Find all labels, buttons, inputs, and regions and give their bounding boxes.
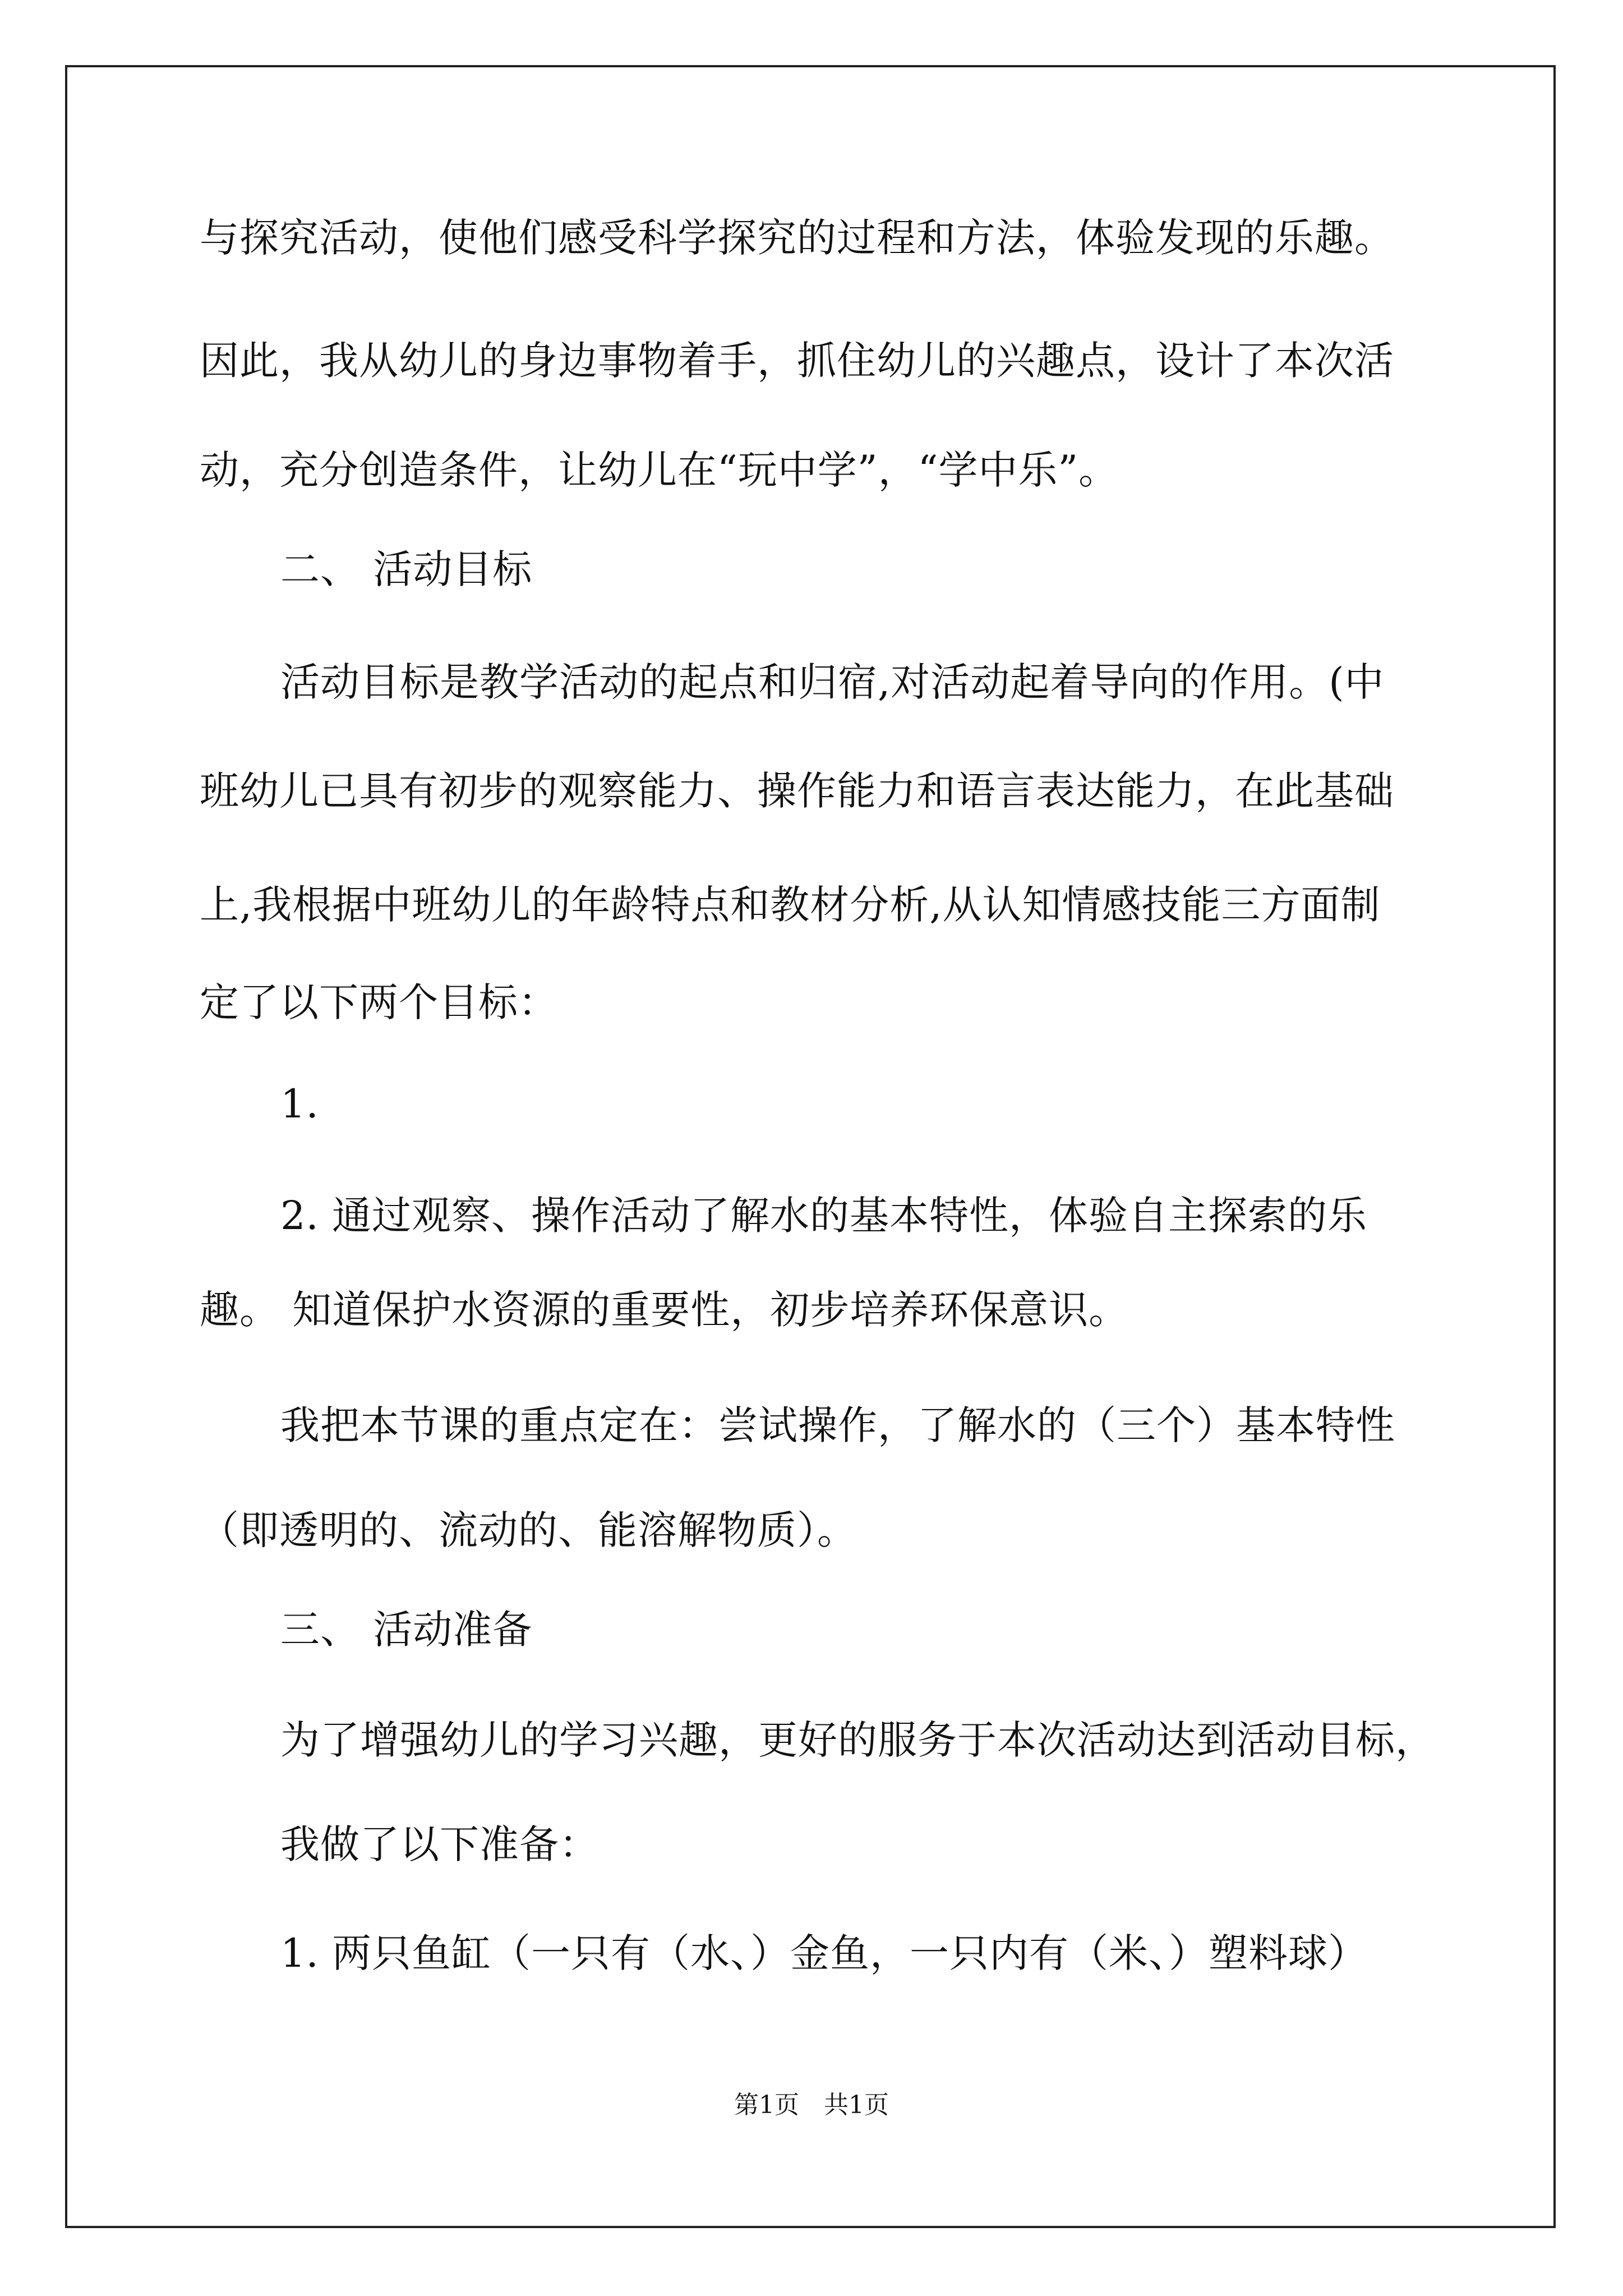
text-line: 定了以下两个目标：	[200, 979, 558, 1025]
section-heading: 三、 活动准备	[280, 1607, 533, 1653]
text-line: 动，充分创造条件，让幼儿在“玩中学”，“学中乐”。	[200, 447, 1119, 493]
list-item: 2. 通过观察、操作活动了解水的基本特性，体验自主探索的乐	[280, 1193, 1368, 1239]
text-line: 趣。 知道保护水资源的重要性，初步培养环保意识。	[200, 1287, 1129, 1333]
text-line: 因此，我从幼儿的身边事物着手，抓住幼儿的兴趣点，设计了本次活	[200, 338, 1394, 384]
list-item: 1.	[280, 1081, 319, 1127]
text-line: 为了增强幼儿的学习兴趣，更好的服务于本次活动达到活动目标，	[280, 1717, 1435, 1763]
text-line: （即透明的、流动的、能溶解物质）。	[200, 1507, 857, 1553]
text-line: 上,我根据中班幼儿的年龄特点和教材分析,从认知情感技能三方面制	[200, 882, 1381, 928]
page-border	[65, 65, 1556, 2228]
section-heading: 二、 活动目标	[280, 546, 533, 592]
list-item: 1. 两只鱼缸（一只有（水、）金鱼，一只内有（米、）塑料球）	[280, 1930, 1368, 1976]
text-line: 活动目标是教学活动的起点和归宿,对活动起着导向的作用。(中	[280, 659, 1385, 705]
text-line: 我做了以下准备：	[280, 1821, 599, 1867]
text-line: 我把本节课的重点定在：尝试操作，了解水的（三个）基本特性	[280, 1402, 1395, 1448]
page-footer: 第1页 共1页	[734, 2091, 889, 2119]
text-line: 班幼儿已具有初步的观察能力、操作能力和语言表达能力，在此基础	[200, 768, 1394, 814]
text-line: 与探究活动，使他们感受科学探究的过程和方法，体验发现的乐趣。	[200, 215, 1394, 261]
